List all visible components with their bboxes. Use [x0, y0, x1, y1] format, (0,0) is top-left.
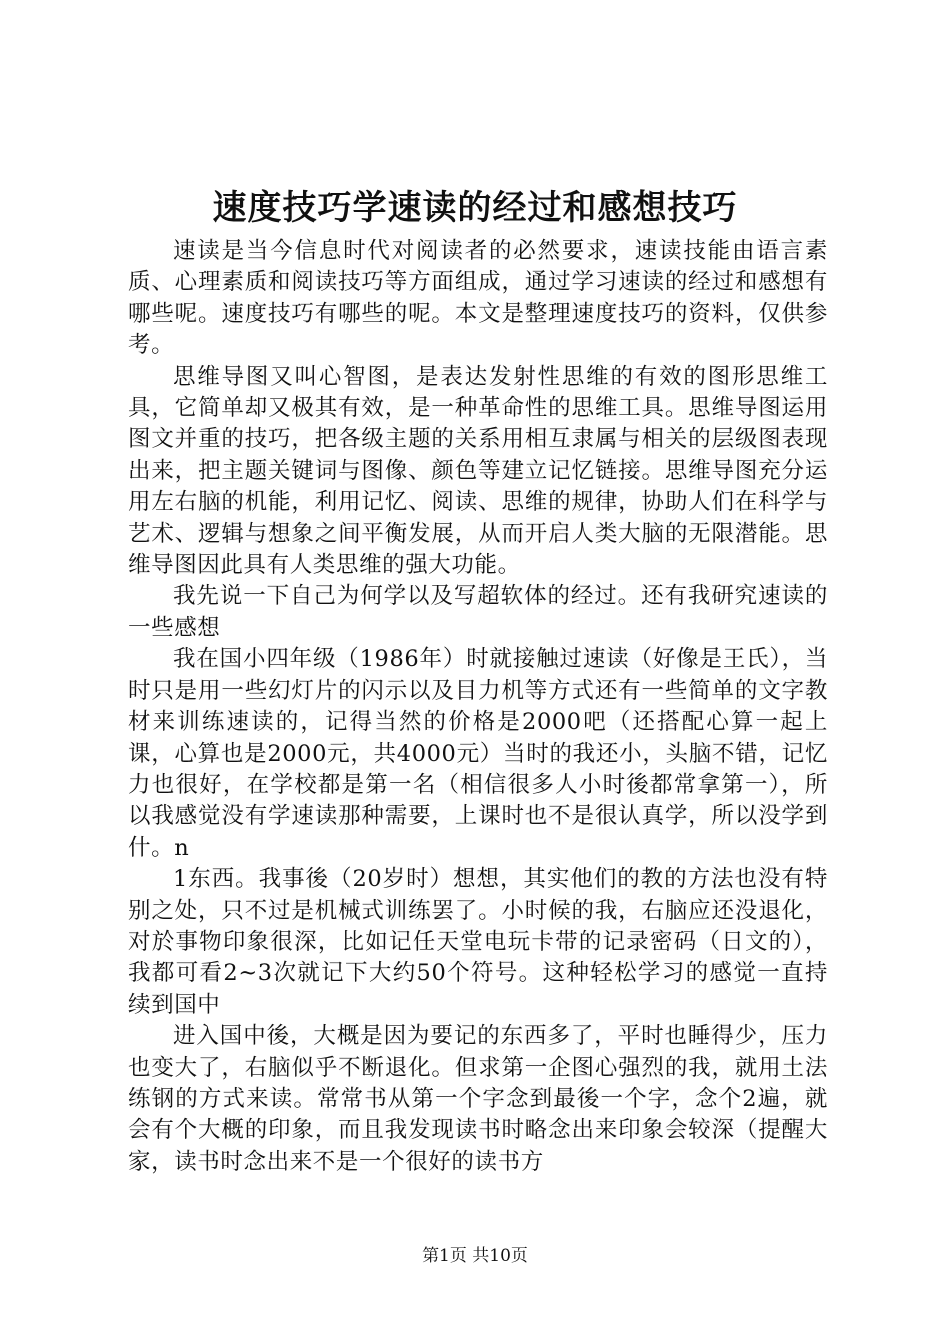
paragraph-intro: 速读是当今信息时代对阅读者的必然要求，速读技能由语言素质、心理素质和阅读技巧等方面组成，通过学习速读的经过和感想有哪些呢。速度技巧有哪些的呢。本文是整理速度技巧的资料，仅供参考。 — [128, 238, 828, 359]
page-number-footer: 第1页 共10页 — [422, 1246, 528, 1266]
paragraph-middle-school: 进入国中後，大概是因为要记的东西多了，平时也睡得少，压力也变大了，右脑似乎不断退化。但求第一企图心强烈的我，就用土法练钢的方式来读。常常书从第一个字念到最後一个字，念个2遍，就会有个大概的印象，而且我发现读书时略念出来印象会较深（提醒大家，读书时念出来不是一个很好的读书方 — [128, 1023, 828, 1175]
document-body — [128, 236, 828, 1178]
document-title: 速度技巧学速读的经过和感想技巧 — [212, 188, 738, 228]
paragraph-reflection: 1东西。我事後（20岁时）想想，其实他们的教的方法也没有特别之处，只不过是机械式训练罢了。小时候的我，右脑应还没退化，对於事物印象很深，比如记任天堂电玩卡带的记录密码（日文的），我都可看2~3次就记下大约50个符号。这种轻松学习的感觉一直持续到国中 — [128, 866, 828, 1018]
paragraph-childhood: 我在国小四年级（1986年）时就接触过速读（好像是王氏），当时只是用一些幻灯片的闪示以及目力机等方式还有一些简单的文字教材来训练速读的，记得当然的价格是2000吧（还搭配心算一起上课，心算也是2000元，共4000元）当时的我还小，头脑不错，记忆力也很好，在学校都是第一名（相信很多人小时後都常拿第一），所以我感觉没有学速读那种需要，上课时也不是很认真学，所以没学到什。n — [128, 646, 828, 861]
paragraph-mind-map: 思维导图又叫心智图，是表达发射性思维的有效的图形思维工具，它简单却又极其有效，是一种革命性的思维工具。思维导图运用图文并重的技巧，把各级主题的关系用相互隶属与相关的层级图表现出来，把主题关键词与图像、颜色等建立记忆链接。思维导图充分运用左右脑的机能，利用记忆、阅读、思维的规律，协助人们在科学与艺术、逻辑与想象之间平衡发展，从而开启人类大脑的无限潜能。思维导图因此具有人类思维的强大功能。 — [128, 363, 828, 579]
paragraph-preface: 我先说一下自己为何学以及写超软体的经过。还有我研究速读的一些感想 — [128, 583, 828, 641]
